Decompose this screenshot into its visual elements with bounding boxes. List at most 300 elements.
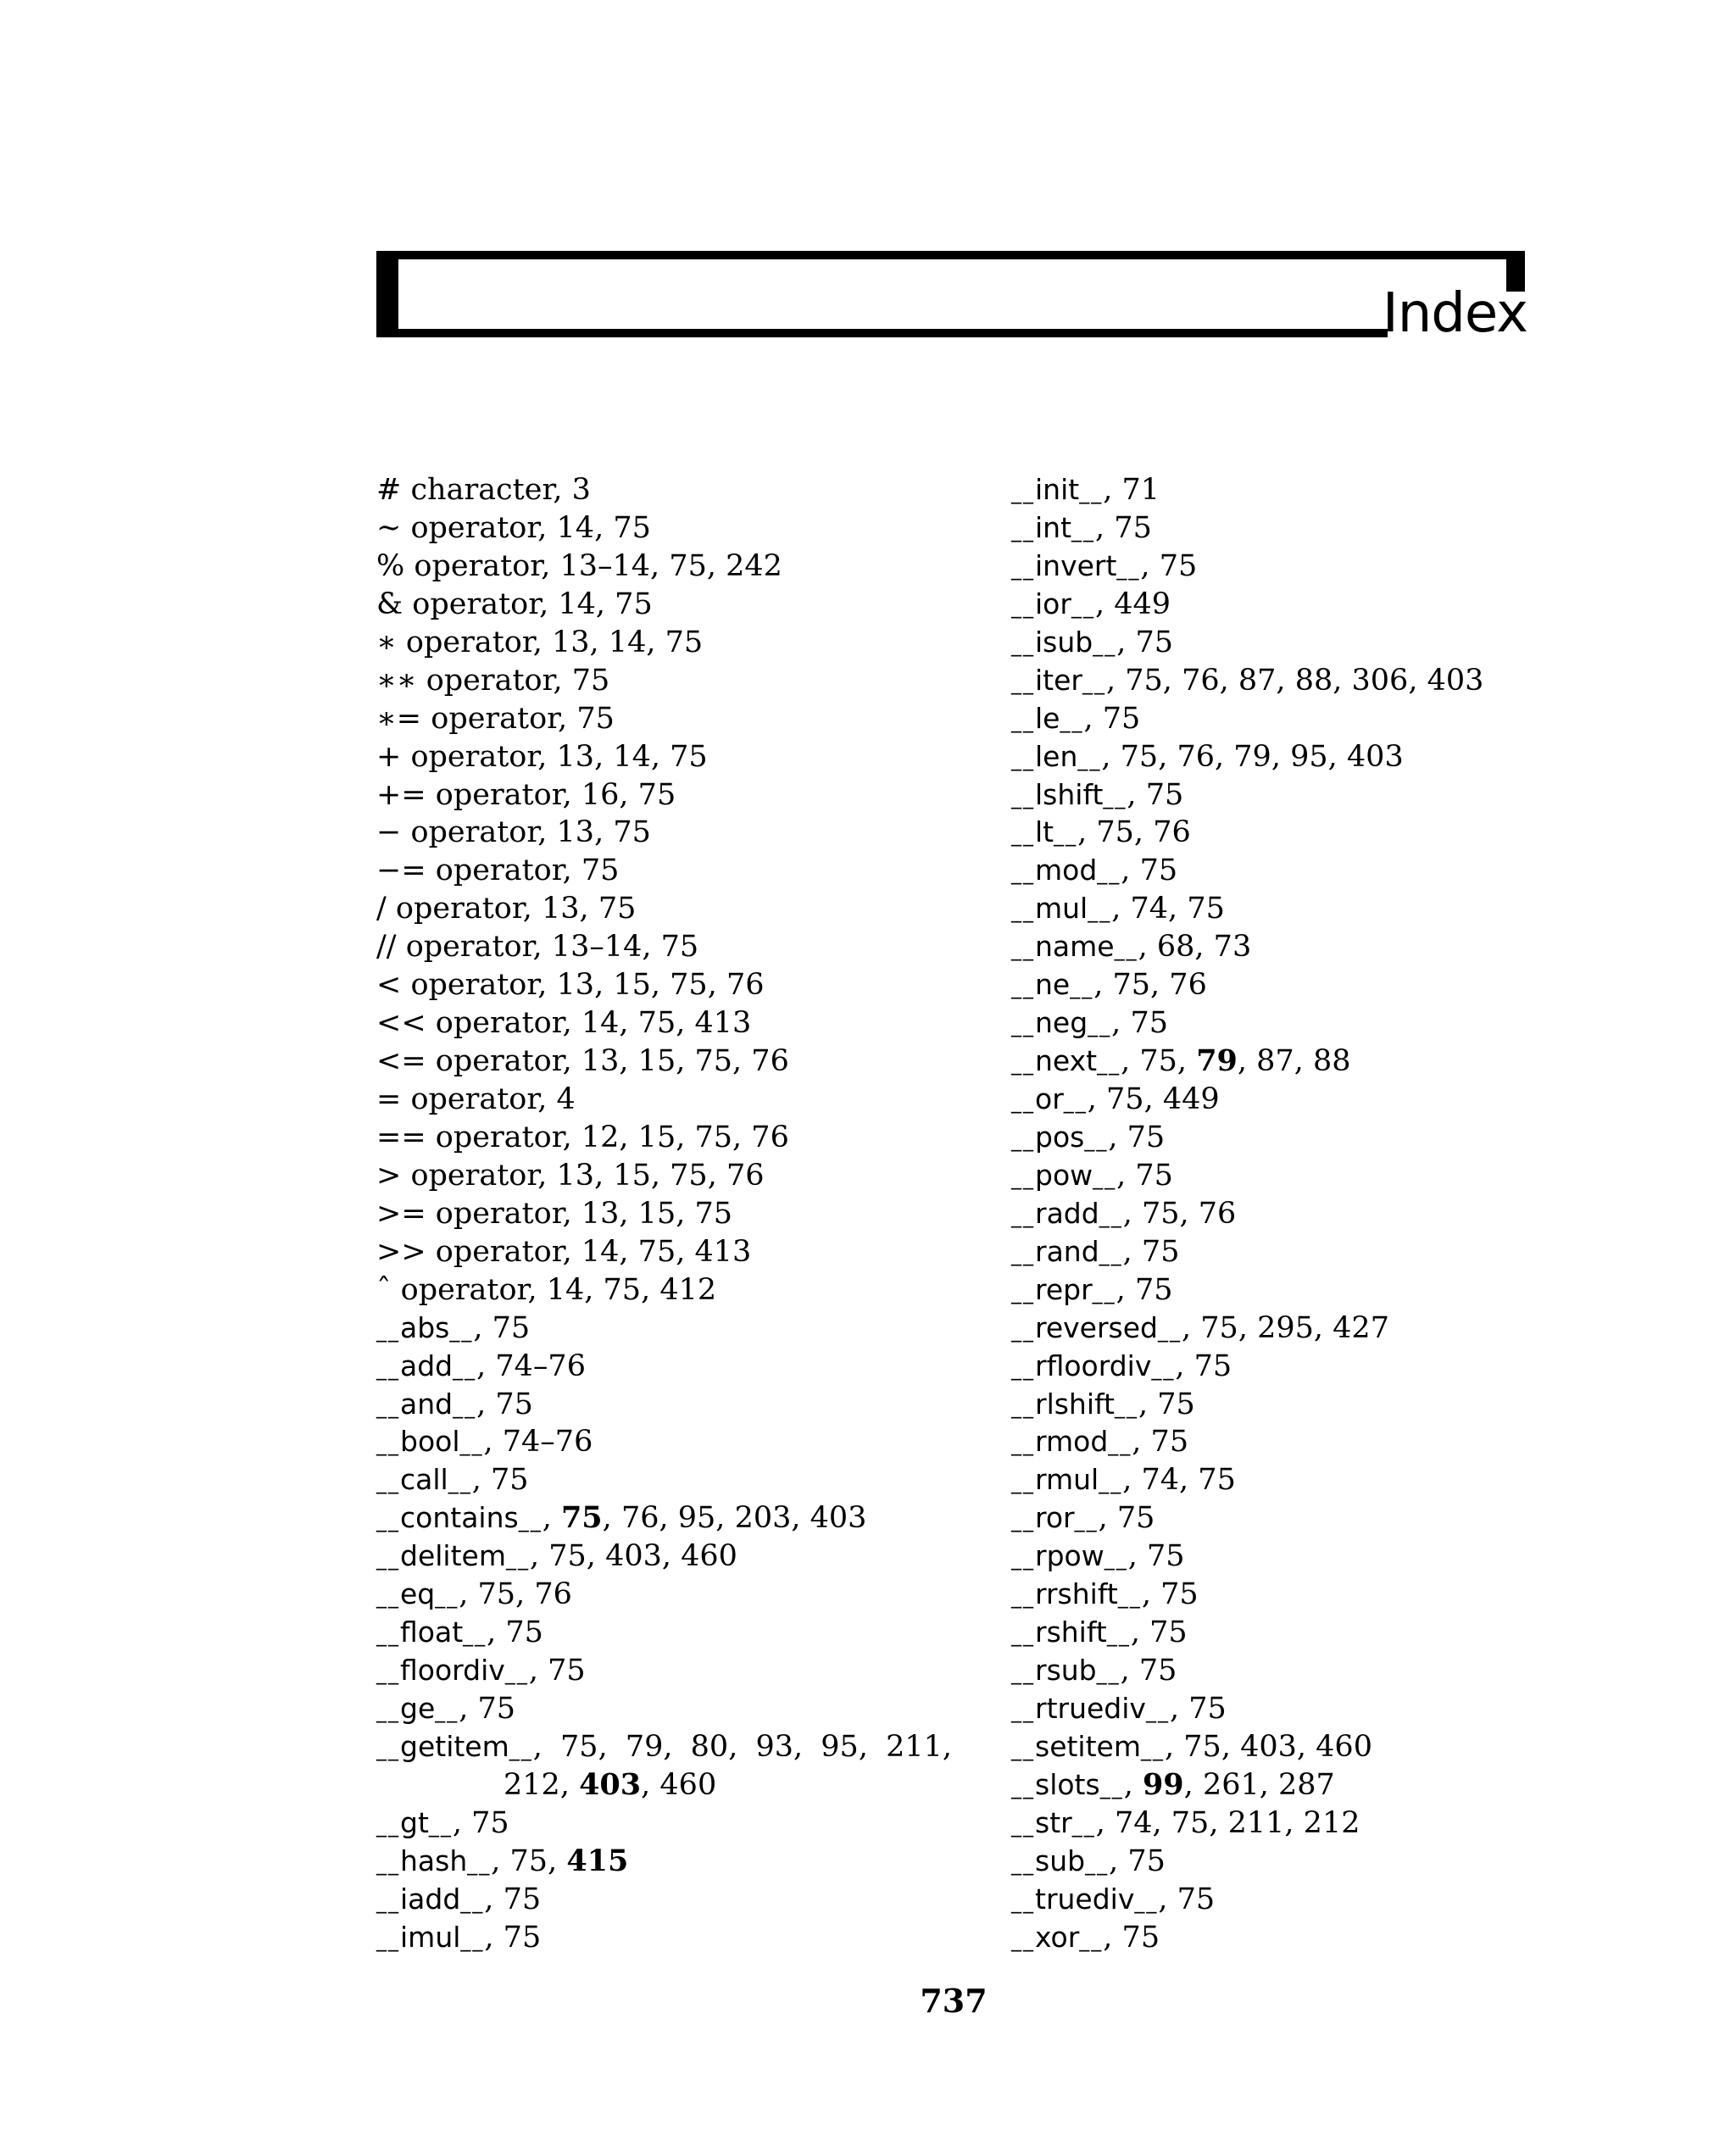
- dunder-prefix: __: [1011, 518, 1035, 542]
- index-entry: __rsub__, 75: [1011, 1654, 1177, 1688]
- index-entry: __rpow__, 75: [1011, 1539, 1185, 1574]
- index-entry: ∗∗ operator, 75: [376, 663, 610, 698]
- page-ref: 68: [1156, 930, 1195, 965]
- dunder-prefix: __: [1011, 1127, 1035, 1152]
- page-ref: 87: [1238, 663, 1277, 698]
- dunder-suffix: __: [1092, 1280, 1116, 1304]
- index-term: [1011, 1654, 1121, 1687]
- term-name: pow: [1035, 1158, 1093, 1192]
- dunder-prefix: __: [376, 1851, 400, 1876]
- index-term: [376, 1921, 484, 1954]
- page-ref: 75: [1160, 1577, 1199, 1612]
- dunder-suffix: __: [1097, 861, 1121, 886]
- index-term: [376, 1654, 529, 1687]
- dunder-prefix: __: [376, 1889, 400, 1914]
- page-ref: 13: [581, 1044, 620, 1079]
- index-page-refs: [1122, 1921, 1160, 1955]
- index-page-refs: 13, 15, 75, 76: [556, 1158, 765, 1193]
- dunder-suffix: __: [1085, 1851, 1110, 1876]
- index-term: += operator: [376, 777, 563, 812]
- dunder-suffix: __: [1071, 594, 1095, 619]
- term-name: iter: [1035, 663, 1082, 697]
- page-ref: 413: [694, 1006, 752, 1041]
- index-term: [376, 1806, 453, 1839]
- dunder-suffix: __: [518, 1509, 542, 1533]
- index-page-refs: 75, 76: [1141, 1196, 1237, 1231]
- index-page-refs: 13, 75: [556, 815, 651, 850]
- term-name: hash: [400, 1843, 468, 1877]
- page-ref: 75: [1139, 1044, 1177, 1079]
- index-term: [1011, 1159, 1116, 1192]
- index-page-refs: 13, 14, 75: [552, 625, 704, 659]
- term-name: rsub: [1035, 1654, 1097, 1688]
- index-page-refs: 14, 75: [556, 510, 651, 545]
- page-ref-primary: 415: [566, 1843, 629, 1878]
- index-page-refs: 75, 403, 460: [548, 1539, 737, 1574]
- index-page-refs: [1146, 778, 1184, 812]
- index-entry: __rshift__, 75: [1011, 1615, 1188, 1650]
- page-ref: 211: [1227, 1805, 1285, 1840]
- index-entry: __or__, 75, 449: [1011, 1082, 1220, 1116]
- page-ref: 75: [505, 1615, 543, 1650]
- dunder-prefix: __: [1011, 1242, 1035, 1266]
- index-entry: & operator, 14, 75: [376, 587, 653, 621]
- index-term: [1011, 626, 1116, 659]
- index-page-refs: [503, 1425, 593, 1459]
- index-entry: __rand__, 75: [1011, 1234, 1180, 1269]
- term-name: rtruediv: [1035, 1692, 1146, 1725]
- index-term: [1011, 1844, 1109, 1877]
- index-page-refs: 13, 15, 75: [581, 1196, 733, 1231]
- index-entry: __isub__, 75: [1011, 625, 1174, 659]
- dunder-suffix: __: [1060, 709, 1084, 733]
- dunder-prefix: __: [376, 1585, 400, 1610]
- page-ref: 75: [471, 1805, 509, 1840]
- term-name: str: [1035, 1805, 1072, 1839]
- term-name: lt: [1035, 815, 1054, 849]
- index-term: + operator: [376, 739, 538, 774]
- dunder-prefix: __: [1011, 1699, 1035, 1723]
- page-ref-primary: 99: [1142, 1766, 1184, 1802]
- chapter-title-frame: [0, 0, 1736, 356]
- page-ref: 75: [1138, 1654, 1177, 1688]
- dunder-suffix: __: [1106, 1623, 1131, 1648]
- page-ref: 13–14: [551, 930, 643, 965]
- term-name: init: [1035, 473, 1080, 506]
- page-ref: 460: [681, 1539, 737, 1574]
- page-ref: 75: [603, 1272, 642, 1307]
- index-entry: __iadd__, 75: [376, 1882, 542, 1916]
- index-entry: < operator, 13, 15, 75, 76: [376, 968, 765, 1003]
- page-ref: 75: [1200, 1310, 1238, 1345]
- index-entry: __lt__, 75, 76: [1011, 815, 1191, 850]
- dunder-prefix: __: [1011, 1737, 1035, 1761]
- index-page-refs: [491, 1463, 529, 1497]
- page-ref: 75: [1120, 739, 1159, 774]
- index-page-refs: 75, 76, 95, 203, 403: [560, 1500, 867, 1536]
- index-entry: <= operator, 13, 15, 75, 76: [376, 1044, 789, 1079]
- index-term: [1011, 702, 1083, 735]
- dunder-suffix: __: [505, 1547, 530, 1571]
- page-ref: 87: [1256, 1044, 1294, 1079]
- index-entry: __slots__, 99, 261, 287: [1011, 1766, 1335, 1802]
- index-page-refs: 68, 73: [1156, 930, 1252, 965]
- index-page-refs: [1136, 626, 1174, 659]
- index-page-refs: 99, 261, 287: [1142, 1766, 1335, 1802]
- page-ref: 75: [1177, 1882, 1216, 1916]
- index-term: ∗= operator: [376, 701, 559, 736]
- index-entry: __ror__, 75: [1011, 1501, 1155, 1536]
- index-entry: __mod__, 75: [1011, 854, 1178, 888]
- index-page-refs: 75, 76: [1096, 815, 1191, 850]
- index-entry: __gt__, 75: [376, 1805, 509, 1840]
- dunder-prefix: __: [376, 1509, 400, 1533]
- dunder-suffix: __: [460, 1927, 485, 1952]
- index-page-refs: [1103, 702, 1141, 736]
- dunder-suffix: __: [1063, 1090, 1088, 1114]
- index-term: [1011, 930, 1138, 963]
- page-ref: 13: [552, 625, 590, 659]
- page-ref: 76: [1182, 663, 1220, 698]
- index-entry: ∼ operator, 14, 75: [376, 510, 651, 545]
- index-page-refs: [1121, 473, 1160, 507]
- dunder-prefix: __: [1011, 747, 1035, 771]
- index-entry: += operator, 16, 75: [376, 777, 676, 812]
- dunder-suffix: __: [1099, 1471, 1123, 1495]
- dunder-prefix: __: [1011, 1394, 1035, 1419]
- dunder-prefix: __: [1011, 1356, 1035, 1381]
- index-page-refs: [1135, 1273, 1173, 1307]
- term-name: abs: [400, 1310, 450, 1344]
- dunder-prefix: __: [1011, 594, 1035, 619]
- index-entry: % operator, 13–14, 75, 242: [376, 548, 782, 583]
- dunder-prefix: __: [1011, 709, 1035, 733]
- index-term: == operator: [376, 1120, 563, 1154]
- index-page-refs: [1135, 1159, 1173, 1193]
- page-ref: 427: [1333, 1310, 1389, 1345]
- index-term: [1011, 1349, 1175, 1382]
- index-page-refs: [1160, 549, 1198, 583]
- page-ref: 16: [581, 777, 620, 812]
- dunder-prefix: __: [376, 1927, 400, 1952]
- term-name: pos: [1035, 1120, 1085, 1154]
- index-page-refs: 13, 14, 75: [556, 739, 708, 774]
- term-name: rfloordiv: [1035, 1349, 1152, 1382]
- page-ref: 13: [542, 892, 580, 926]
- index-term: [1011, 740, 1101, 773]
- dunder-suffix: __: [1096, 1661, 1121, 1686]
- term-name: floordiv: [400, 1654, 505, 1688]
- index-page-refs: [572, 473, 591, 507]
- index-entry: −= operator, 75: [376, 854, 620, 888]
- page-ref: 73: [1213, 930, 1252, 965]
- page-ref: 75: [613, 510, 651, 545]
- index-page-refs: [548, 1654, 586, 1688]
- dunder-prefix: __: [1011, 1471, 1035, 1495]
- dunder-suffix: __: [435, 1699, 459, 1723]
- index-term: [1011, 664, 1106, 697]
- term-name: rlshift: [1035, 1387, 1115, 1421]
- page-ref: 13: [556, 739, 595, 774]
- index-page-refs: [504, 1921, 542, 1955]
- index-term: [1011, 1921, 1103, 1954]
- index-entry: __lshift__, 75: [1011, 777, 1184, 812]
- term-name: isub: [1035, 625, 1093, 659]
- term-name: call: [400, 1463, 448, 1497]
- index-entry: __contains__, 75, 76, 95, 203, 403: [376, 1500, 867, 1536]
- index-entry: __truediv__, 75: [1011, 1882, 1216, 1916]
- index-term: >= operator: [376, 1196, 563, 1231]
- page-ref: 75: [1157, 1387, 1195, 1421]
- page-ref: 75: [613, 815, 651, 850]
- page-ref: 75: [1146, 1539, 1185, 1574]
- index-page-refs: 75, 76: [1112, 968, 1207, 1003]
- term-name: sub: [1035, 1843, 1086, 1877]
- index-entry: __ior__, 449: [1011, 587, 1171, 621]
- page-ref: 75: [670, 968, 708, 1003]
- index-term: [376, 1577, 459, 1610]
- page-ref: 75: [548, 1539, 587, 1574]
- index-page-refs: 13, 75: [542, 892, 637, 926]
- page-ref: 75: [1106, 1082, 1144, 1116]
- dunder-suffix: __: [1151, 1356, 1176, 1381]
- page-ref: 76: [1153, 815, 1191, 850]
- index-page-refs: [1157, 1387, 1195, 1421]
- page-ref: 74–76: [502, 1425, 593, 1460]
- dunder-suffix: __: [1088, 1014, 1112, 1038]
- index-term: [376, 1501, 542, 1534]
- dunder-suffix: __: [1074, 1509, 1099, 1533]
- index-entry: ∗= operator, 75: [376, 701, 615, 736]
- term-name: ior: [1035, 587, 1071, 620]
- term-name: invert: [1035, 548, 1117, 582]
- index-entry: __invert__, 75: [1011, 548, 1198, 583]
- dunder-prefix: __: [376, 1813, 400, 1838]
- page-ref: 261: [1202, 1767, 1260, 1802]
- index-term: <= operator: [376, 1044, 563, 1079]
- term-name: rmul: [1035, 1463, 1099, 1497]
- index-entry: __repr__, 75: [1011, 1272, 1173, 1307]
- index-entry-continuation: [376, 1766, 970, 1805]
- index-page-refs: 75, 415: [509, 1843, 629, 1878]
- dunder-prefix: __: [1011, 823, 1035, 848]
- page-ref: 412: [659, 1272, 717, 1307]
- page-ref: 14: [581, 1006, 620, 1041]
- index-page-refs: 75, 449: [1106, 1082, 1220, 1116]
- dunder-prefix: __: [1011, 1547, 1035, 1571]
- index-entry: + operator, 13, 14, 75: [376, 739, 708, 774]
- page-ref: 80: [690, 1729, 729, 1764]
- dunder-suffix: __: [1054, 823, 1078, 848]
- dunder-suffix: __: [448, 1471, 472, 1495]
- page-ref: 75: [665, 625, 704, 659]
- dunder-suffix: __: [428, 1813, 453, 1838]
- index-term: [376, 1349, 476, 1382]
- index-entry: __pos__, 75: [1011, 1120, 1166, 1154]
- index-page-refs: [504, 1882, 542, 1916]
- page-ref: 79: [625, 1729, 664, 1764]
- page-ref: 75: [492, 1310, 531, 1345]
- index-term: ∗∗ operator: [376, 663, 554, 698]
- page-ref: 75: [1135, 625, 1174, 659]
- index-term: ∼ operator: [376, 510, 538, 545]
- index-term: > operator: [376, 1158, 538, 1193]
- term-name: eq: [400, 1577, 436, 1611]
- dunder-prefix: __: [1011, 481, 1035, 504]
- index-term: [376, 1539, 530, 1572]
- page-ref: 75: [1102, 701, 1141, 736]
- index-page-refs: 13–14, 75: [551, 930, 699, 965]
- term-name: mul: [1035, 892, 1088, 926]
- dunder-prefix: __: [1011, 1927, 1035, 1952]
- index-entry: __setitem__, 75, 403, 460: [1011, 1729, 1372, 1764]
- dunder-prefix: __: [1011, 785, 1035, 809]
- page-ref: 75: [670, 739, 708, 774]
- dunder-prefix: __: [1011, 1813, 1035, 1838]
- index-term: [1011, 1463, 1122, 1496]
- dunder-suffix: __: [1079, 1927, 1104, 1952]
- dunder-prefix: __: [376, 1356, 400, 1381]
- term-name: getitem: [400, 1729, 509, 1763]
- index-column-right: [1011, 471, 1605, 1957]
- frame-top-rule: [376, 251, 1525, 259]
- page-ref: 403: [1346, 739, 1404, 774]
- dunder-suffix: __: [509, 1737, 533, 1761]
- index-term: [1011, 1425, 1132, 1458]
- page-ref: 75: [1171, 1805, 1210, 1840]
- index-page-refs: 74, 75: [1141, 1463, 1236, 1498]
- page-ref: 88: [1312, 1044, 1351, 1079]
- page-ref: 14: [558, 587, 596, 621]
- index-page-refs: 212, 403, 460: [504, 1766, 717, 1802]
- dunder-prefix: __: [1011, 1585, 1035, 1610]
- term-name: neg: [1035, 1006, 1088, 1040]
- index-page-refs: [581, 854, 620, 887]
- page-ref: 75: [1135, 1158, 1173, 1193]
- index-page-refs: 75, 76, 79, 95, 403: [1120, 739, 1404, 774]
- page-ref: 212: [504, 1767, 560, 1802]
- page-ref: 15: [637, 1196, 676, 1231]
- page-ref-primary: 75: [560, 1500, 603, 1536]
- index-term: [1011, 473, 1103, 506]
- index-term: [1011, 1006, 1111, 1039]
- page-ref: 75: [694, 1196, 733, 1231]
- index-entry: __bool__, 74–76: [376, 1425, 593, 1460]
- index-page-refs: [1114, 511, 1152, 545]
- index-entry: __rmod__, 75: [1011, 1425, 1189, 1460]
- page-ref: 14: [613, 739, 651, 774]
- term-name: rand: [1035, 1234, 1099, 1268]
- dunder-suffix: __: [1103, 785, 1127, 809]
- page-ref: 75: [694, 1120, 733, 1154]
- page-ref: 76: [751, 1120, 789, 1154]
- page-ref: 413: [694, 1234, 752, 1269]
- page-ref: 14: [546, 1272, 585, 1307]
- index-term: [376, 1311, 473, 1344]
- index-entry: __rtruediv__, 75: [1011, 1692, 1227, 1726]
- index-entry: __reversed__, 75, 295, 427: [1011, 1310, 1389, 1345]
- index-page-refs: [1127, 1844, 1166, 1878]
- index-entry: __eq__, 75, 76: [376, 1577, 572, 1612]
- dunder-suffix: __: [504, 1661, 529, 1686]
- page-title: Index: [1382, 282, 1527, 345]
- index-entry: // operator, 13–14, 75: [376, 930, 699, 965]
- index-page-refs: [471, 1806, 509, 1840]
- dunder-prefix: __: [1011, 1661, 1035, 1686]
- page-ref: 75: [1183, 1729, 1221, 1764]
- page-ref: 13: [556, 1158, 595, 1193]
- dunder-prefix: __: [376, 1394, 400, 1419]
- dunder-prefix: __: [376, 1699, 400, 1723]
- index-page-refs: [1149, 1615, 1188, 1649]
- page-ref: 14: [556, 510, 595, 545]
- dunder-suffix: __: [1158, 1318, 1182, 1343]
- dunder-suffix: __: [1084, 1127, 1109, 1152]
- page-ref: 75: [560, 1729, 598, 1764]
- term-name: and: [400, 1387, 453, 1421]
- term-name: contains: [400, 1501, 519, 1535]
- index-entry: __and__, 75: [376, 1387, 533, 1421]
- index-entry: __xor__, 75: [1011, 1920, 1160, 1955]
- dunder-prefix: __: [1011, 1280, 1035, 1304]
- dunder-suffix: __: [1093, 632, 1117, 657]
- page-ref: 74: [1114, 1805, 1153, 1840]
- dunder-suffix: __: [1079, 481, 1104, 504]
- index-page-refs: 74, 75, 211, 212: [1114, 1805, 1360, 1840]
- index-page-refs: 75, 403, 460: [1183, 1729, 1372, 1764]
- page-ref: 76: [1169, 968, 1207, 1003]
- index-entry: # character, 3: [376, 473, 591, 507]
- term-name: lshift: [1035, 777, 1104, 811]
- term-name: bool: [400, 1425, 460, 1459]
- dunder-suffix: __: [453, 1394, 477, 1419]
- index-term: [1011, 1882, 1158, 1916]
- page-ref: 75: [571, 663, 610, 698]
- dunder-suffix: __: [1134, 1889, 1159, 1914]
- term-name: rpow: [1035, 1539, 1104, 1573]
- page-ref: 75: [1141, 1234, 1180, 1269]
- page-ref: 75: [1134, 1272, 1173, 1307]
- index-entry: __delitem__, 75, 403, 460: [376, 1539, 737, 1574]
- index-term: >> operator: [376, 1234, 563, 1269]
- term-name: ne: [1035, 968, 1071, 1002]
- index-entry: __init__, 71: [1011, 473, 1160, 507]
- index-term: [1011, 587, 1095, 620]
- index-entry: __str__, 74, 75, 211, 212: [1011, 1805, 1360, 1840]
- index-term: [1011, 1387, 1138, 1421]
- page-ref: 95: [1290, 739, 1328, 774]
- index-term: [1011, 549, 1140, 582]
- index-entry: − operator, 13, 75: [376, 815, 651, 850]
- page-ref: 75: [637, 777, 676, 812]
- index-term: [1011, 511, 1095, 544]
- index-term: [1011, 1577, 1142, 1610]
- page-ref: 75: [615, 587, 653, 621]
- index-entry: __neg__, 75: [1011, 1006, 1168, 1041]
- index-entry: __int__, 75: [1011, 510, 1152, 545]
- index-page-refs: [1177, 1882, 1216, 1916]
- page-ref: 13: [581, 1196, 620, 1231]
- index-page-refs: [1194, 1349, 1232, 1383]
- page-ref: 75: [509, 1843, 548, 1878]
- page-ref: 306: [1351, 663, 1409, 698]
- index-entry: > operator, 13, 15, 75, 76: [376, 1158, 765, 1193]
- page-ref: 287: [1278, 1767, 1335, 1802]
- dunder-suffix: __: [1116, 556, 1141, 581]
- page-ref: 75: [1127, 1843, 1166, 1878]
- index-entry: == operator, 12, 15, 75, 76: [376, 1120, 789, 1154]
- index-page-refs: 12, 15, 75, 76: [581, 1120, 789, 1154]
